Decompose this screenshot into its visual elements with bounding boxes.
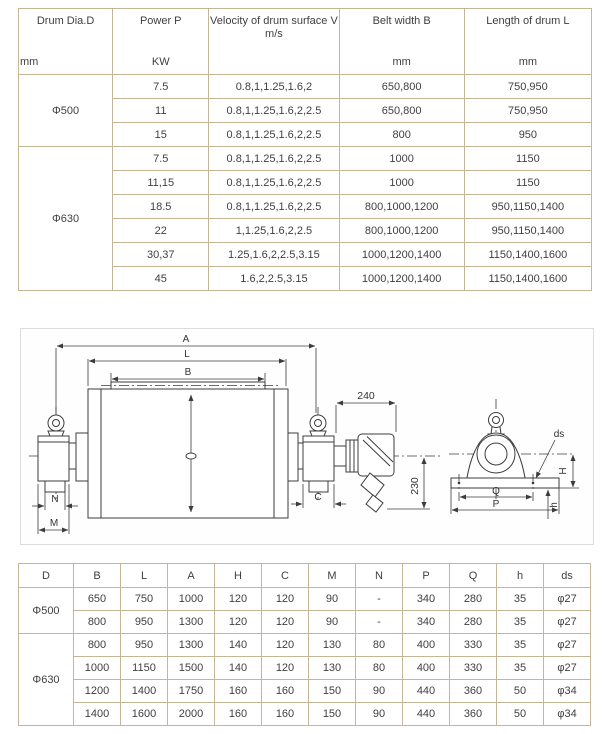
table-cell: 400 [403, 634, 450, 657]
drum-pulley-drawing-panel [20, 328, 594, 545]
table-cell: 0.8,1,1.25,1.6,2 [209, 75, 339, 99]
drum-spec-table [18, 8, 592, 291]
table-cell: 1400 [121, 680, 168, 703]
dim-label-q: Q [492, 486, 500, 497]
table-cell: 1150,1400,1600 [464, 243, 591, 267]
table-cell: 1300 [168, 634, 215, 657]
table-cell: 130 [309, 634, 356, 657]
column-header: M [309, 564, 356, 588]
drum-front-view [29, 346, 442, 534]
table-cell: 800,1000,1200 [339, 195, 464, 219]
table-cell: 2000 [168, 703, 215, 726]
table-cell: 1150 [464, 147, 591, 171]
table-row [19, 657, 591, 680]
table-cell: 330 [450, 634, 497, 657]
table-cell: 800 [74, 634, 121, 657]
table-cell: 30,37 [113, 243, 209, 267]
table-cell: 18.5 [113, 195, 209, 219]
dim-label-240: 240 [357, 390, 375, 402]
table-cell: 1000,1200,1400 [339, 243, 464, 267]
column-header-unit: mm [20, 56, 39, 68]
table-row [19, 588, 591, 611]
table-cell: φ34 [544, 680, 591, 703]
table-row [19, 703, 591, 726]
technical-drawing [21, 329, 593, 544]
column-header: N [356, 564, 403, 588]
table-cell: 90 [309, 611, 356, 634]
junction-box [334, 434, 394, 512]
table-cell: 650,800 [339, 99, 464, 123]
table-cell: 11 [113, 99, 209, 123]
table-cell: 1400 [74, 703, 121, 726]
table-cell: 340 [403, 588, 450, 611]
table-cell: 1.6,2,2.5,3.15 [209, 267, 339, 291]
table-cell: 800 [339, 123, 464, 147]
dim-label-p: P [492, 499, 500, 510]
table-cell: 50 [497, 703, 544, 726]
table-cell: 120 [215, 611, 262, 634]
table-cell: 1000 [168, 588, 215, 611]
table-cell: 1200 [74, 680, 121, 703]
column-header: ds [544, 564, 591, 588]
table-cell: 950 [464, 123, 591, 147]
column-header [464, 9, 591, 75]
column-header [19, 9, 113, 75]
dim-label-H: H [558, 467, 569, 475]
table-cell: 950,1150,1400 [464, 195, 591, 219]
table-cell: 11,15 [113, 171, 209, 195]
table-cell: 15 [113, 123, 209, 147]
table-cell: 0.8,1,1.25,1.6,2,2.5 [209, 147, 339, 171]
table-cell: 35 [497, 588, 544, 611]
table-cell: 160 [215, 680, 262, 703]
table-cell: 1000 [339, 147, 464, 171]
table-cell: 160 [215, 703, 262, 726]
column-header-label: Power P [139, 15, 182, 27]
table-cell: - [356, 611, 403, 634]
column-header-unit: mm [518, 56, 538, 68]
table-cell: 1150 [121, 657, 168, 680]
table-cell: 360 [450, 680, 497, 703]
table-cell: 440 [403, 680, 450, 703]
table-cell: 120 [262, 611, 309, 634]
table-cell: 45 [113, 267, 209, 291]
table-cell: 1.25,1.6,2,2.5,3.15 [209, 243, 339, 267]
drum-diameter-cell: Φ630 [19, 634, 74, 726]
table-cell: 1000,1200,1400 [339, 267, 464, 291]
dimension-table-header-row [19, 564, 591, 588]
table-cell: 120 [262, 657, 309, 680]
dim-label-ds: ds [553, 429, 565, 440]
table-cell: 280 [450, 588, 497, 611]
table-cell: 800,1000,1200 [339, 219, 464, 243]
column-header: H [215, 564, 262, 588]
pedestal-side-view [449, 399, 579, 519]
table-row [19, 634, 591, 657]
table-cell: 1000 [339, 171, 464, 195]
table-cell: φ27 [544, 611, 591, 634]
table-cell: 0.8,1,1.25,1.6,2,2.5 [209, 195, 339, 219]
column-header-label: Drum Dia.D [36, 15, 95, 27]
table-cell: 50 [497, 680, 544, 703]
table-cell: 140 [215, 657, 262, 680]
table-cell: 950,1150,1400 [464, 219, 591, 243]
table-cell: φ27 [544, 657, 591, 680]
table-cell: 280 [450, 611, 497, 634]
table-cell: 0.8,1,1.25,1.6,2,2.5 [209, 123, 339, 147]
table-cell: 1150 [464, 171, 591, 195]
table-cell: 0.8,1,1.25,1.6,2,2.5 [209, 99, 339, 123]
table-cell: 150 [309, 680, 356, 703]
table-cell: 1000 [74, 657, 121, 680]
table-cell: φ27 [544, 588, 591, 611]
table-cell: - [356, 588, 403, 611]
table-cell: 330 [450, 657, 497, 680]
column-header-label: Velocity of drum surface V m/s [210, 15, 338, 40]
drum-diameter-cell: Φ500 [19, 588, 74, 634]
table-cell: φ34 [544, 703, 591, 726]
table-cell: 90 [309, 588, 356, 611]
spec-table-header-row [19, 9, 592, 75]
drum-dimension-table [18, 563, 591, 726]
table-cell: 750,950 [464, 75, 591, 99]
table-cell: 140 [215, 634, 262, 657]
table-cell: 360 [450, 703, 497, 726]
table-cell: 1150,1400,1600 [464, 267, 591, 291]
table-cell: 1,1.25,1.6,2,2.5 [209, 219, 339, 243]
column-header: Q [450, 564, 497, 588]
table-cell: 35 [497, 657, 544, 680]
table-cell: 7.5 [113, 147, 209, 171]
dim-label-n: N [51, 494, 59, 505]
column-header: B [74, 564, 121, 588]
table-row [19, 611, 591, 634]
table-cell: 80 [356, 657, 403, 680]
dim-label-m: M [49, 518, 59, 529]
table-row [19, 680, 591, 703]
table-cell: 800 [74, 611, 121, 634]
table-cell: 440 [403, 703, 450, 726]
column-header: A [168, 564, 215, 588]
table-cell: 950 [121, 634, 168, 657]
column-header: C [262, 564, 309, 588]
dim-label-h: h [549, 502, 560, 508]
table-cell: 22 [113, 219, 209, 243]
table-cell: 340 [403, 611, 450, 634]
dim-label-b: B [184, 367, 192, 378]
table-row [19, 147, 592, 171]
dim-label-c: C [314, 492, 322, 503]
left-bearing-pedestal [32, 407, 78, 534]
column-header [339, 9, 464, 75]
drum-diameter-cell: Φ500 [19, 75, 113, 147]
table-cell: 90 [356, 703, 403, 726]
column-header-unit: KW [151, 56, 170, 68]
column-header-label: Length of drum L [486, 15, 570, 27]
column-header: D [19, 564, 74, 588]
drum-diameter-cell: Φ630 [19, 147, 113, 291]
table-cell: 0.8,1,1.25,1.6,2,2.5 [209, 171, 339, 195]
table-cell: 120 [262, 634, 309, 657]
column-header [209, 9, 339, 75]
column-header-label: Belt width B [372, 15, 431, 27]
table-cell: 80 [356, 634, 403, 657]
table-cell: 1750 [168, 680, 215, 703]
dim-label-230: 230 [409, 477, 421, 495]
table-cell: 750,950 [464, 99, 591, 123]
table-cell: 1300 [168, 611, 215, 634]
column-header: h [497, 564, 544, 588]
table-cell: φ27 [544, 634, 591, 657]
table-cell: 150 [309, 703, 356, 726]
table-cell: 1600 [121, 703, 168, 726]
table-cell: 160 [262, 680, 309, 703]
table-cell: 7.5 [113, 75, 209, 99]
table-cell: 35 [497, 611, 544, 634]
table-cell: 90 [356, 680, 403, 703]
column-header-unit: mm [392, 56, 411, 68]
table-cell: 120 [215, 588, 262, 611]
column-header [113, 9, 209, 75]
dim-label-l: L [184, 349, 190, 360]
table-cell: 160 [262, 703, 309, 726]
table-cell: 950 [121, 611, 168, 634]
dim-label-a: A [182, 334, 190, 345]
table-cell: 35 [497, 634, 544, 657]
table-cell: 1500 [168, 657, 215, 680]
table-cell: 400 [403, 657, 450, 680]
table-cell: 750 [121, 588, 168, 611]
table-cell: 130 [309, 657, 356, 680]
table-row [19, 75, 592, 99]
table-cell: 120 [262, 588, 309, 611]
table-cell: 650 [74, 588, 121, 611]
column-header: L [121, 564, 168, 588]
column-header: P [403, 564, 450, 588]
table-cell: 650,800 [339, 75, 464, 99]
